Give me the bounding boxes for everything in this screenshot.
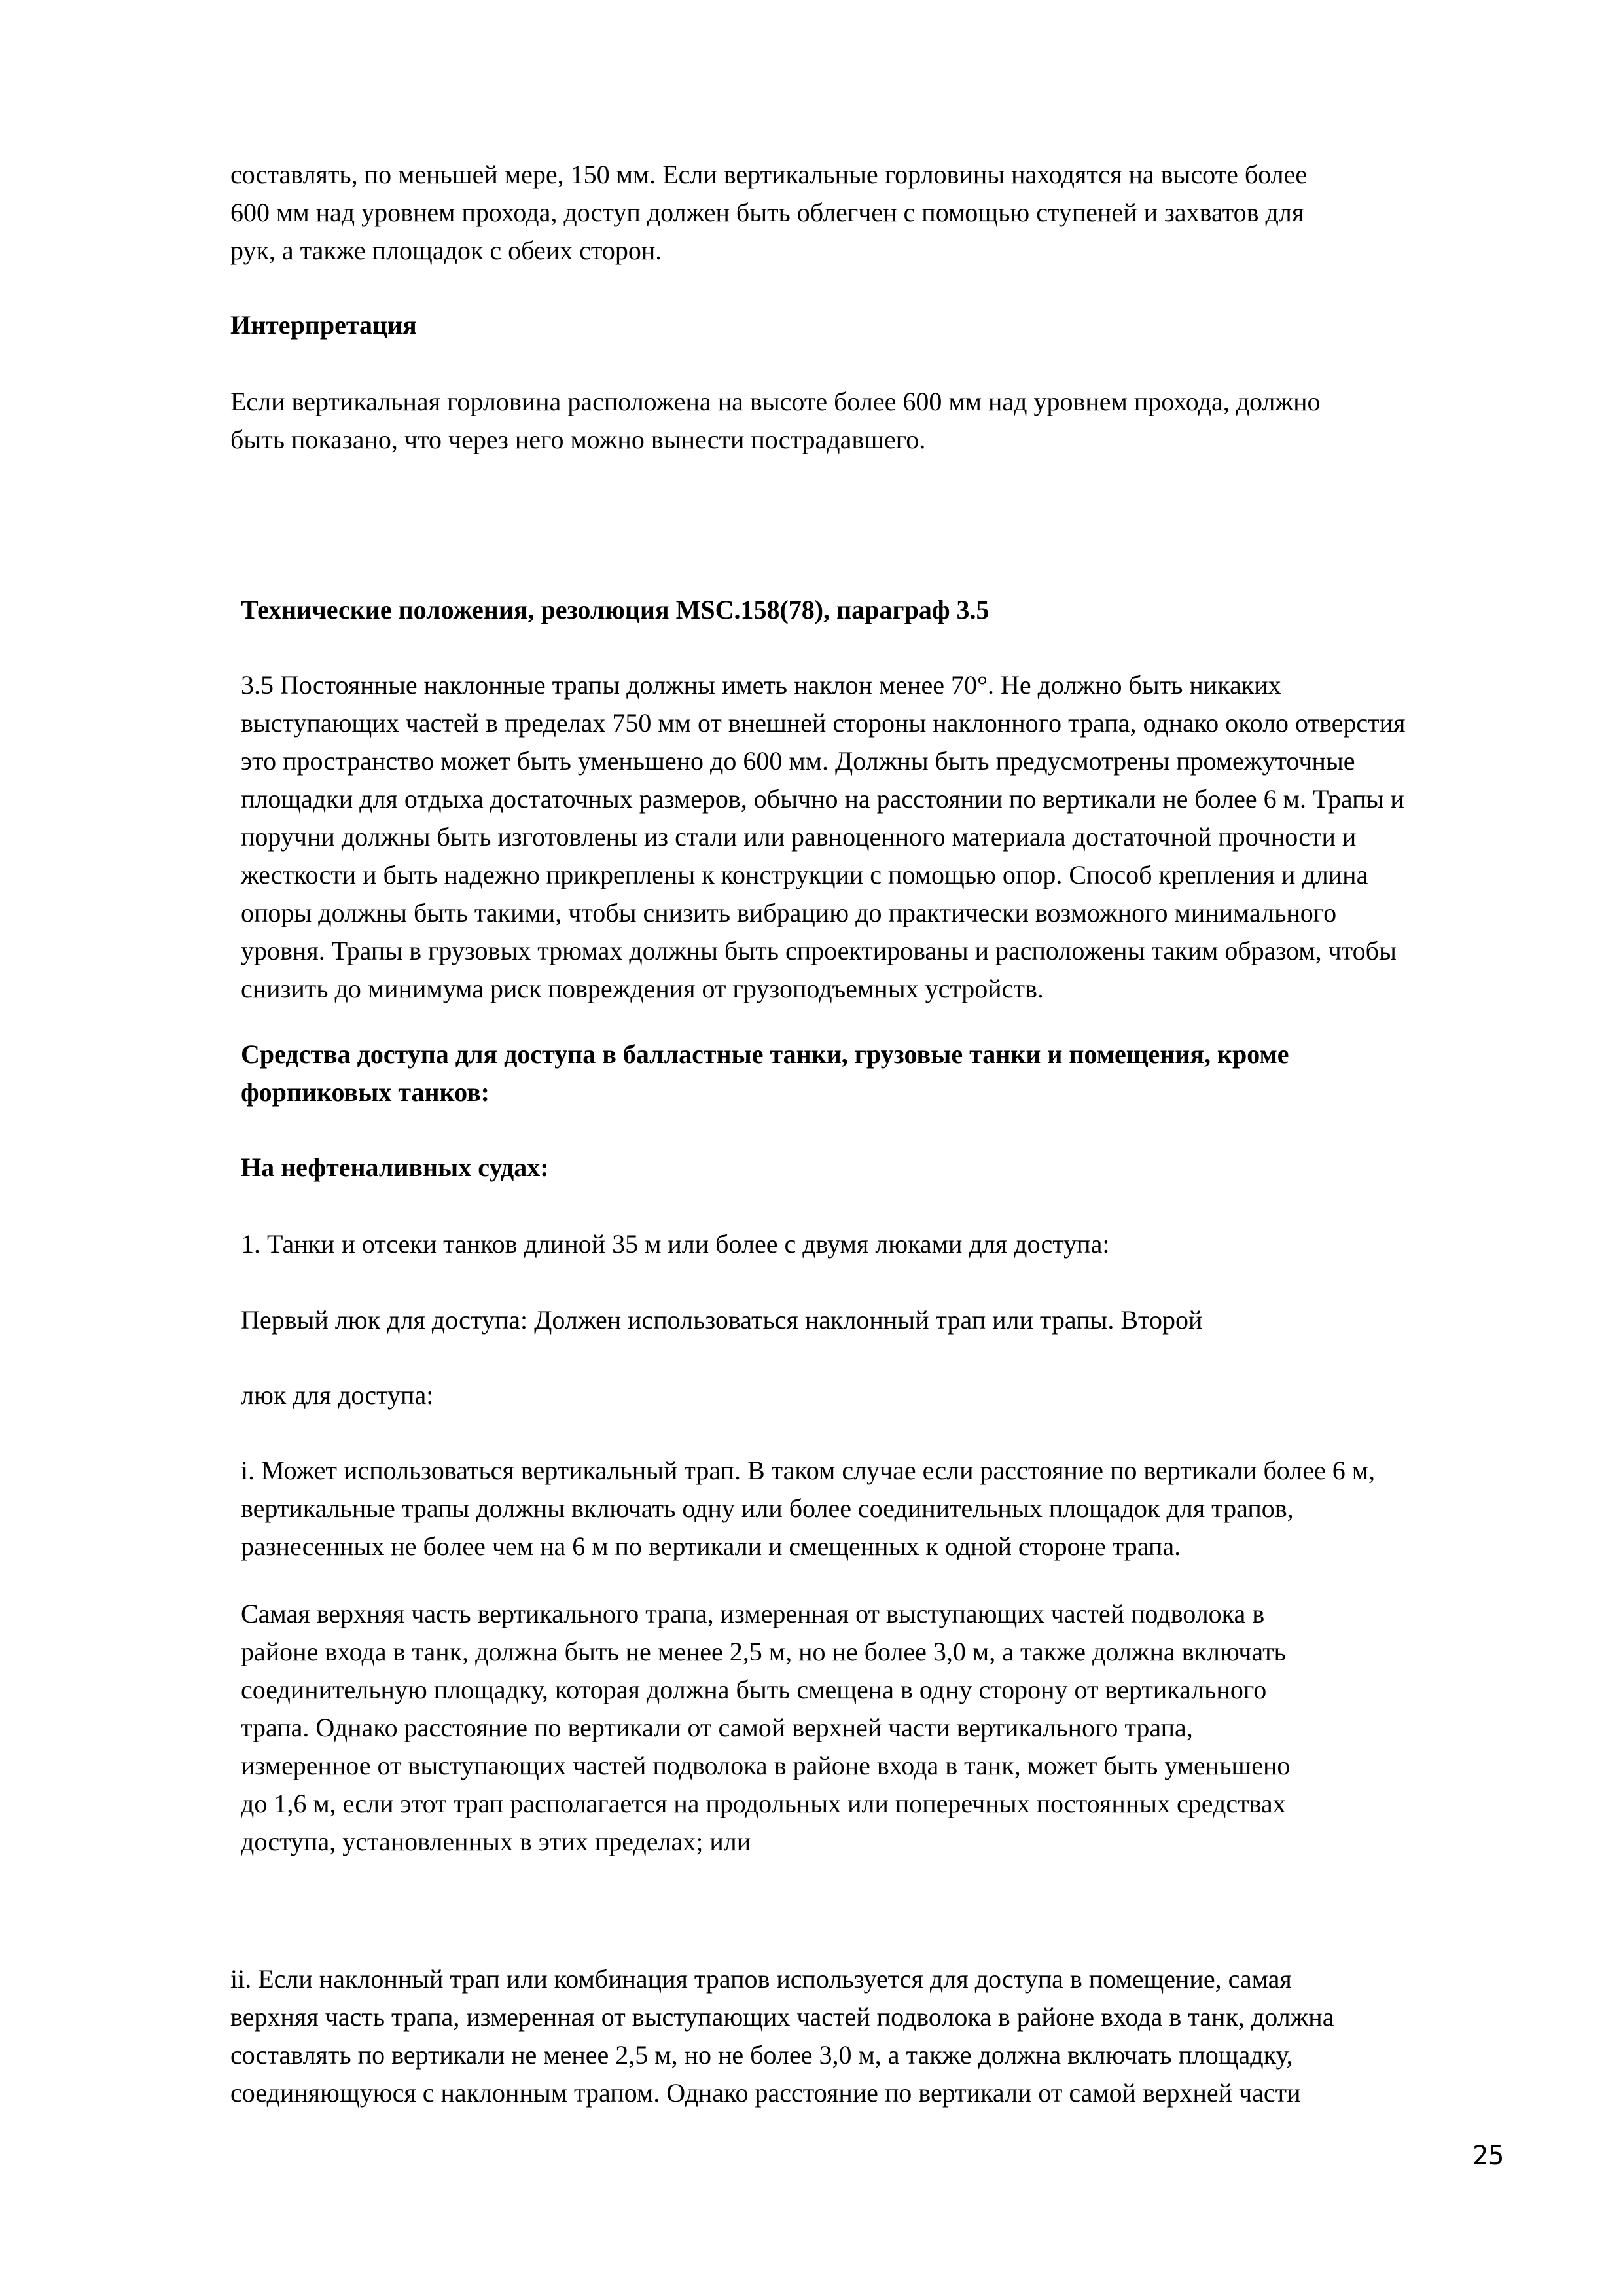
text-line: верхняя часть трапа, измеренная от выступающих частей подволока в районе входа в танк, должна [230,2002,1334,2032]
text-line: составлять, по меньшей мере, 150 мм. Если вертикальные горловины находятся на высоте более [230,160,1308,189]
item-i [241,1452,1375,1566]
first-hatch-text [241,1301,1202,1339]
text-line: 3.5 Постоянные наклонные трапы должны иметь наклон менее 70°. Не должно быть никаких [241,670,1281,700]
text-line: 600 мм над уровнем прохода, доступ должен быть облегчен с помощью ступеней и захватов для [230,198,1304,227]
text-line: быть показано, что через него можно вынести пострадавшего. [230,425,926,454]
text-line: составлять по вертикали не менее 2,5 м, но не более 3,0 м, а также должна включать площадку, [230,2040,1293,2070]
text-line: люк для доступа: [241,1380,434,1410]
tankers-heading [241,1149,549,1187]
heading-line: форпиковых танков: [241,1077,490,1107]
text-line: 1. Танки и отсеки танков длиной 35 м или более с двумя люками для доступа: [241,1229,1110,1259]
heading-text: На нефтеналивных судах: [241,1153,549,1182]
text-line: доступа, установленных в этих пределах; или [241,1827,751,1856]
text-line: площадки для отдыха достаточных размеров, обычно на расстоянии по вертикали не более 6 м. Трапы и [241,784,1404,814]
text-line: трапа. Однако расстояние по вертикали от самой верхней части вертикального трапа, [241,1713,1193,1742]
paragraph-3-5 [241,666,1405,1008]
text-line: поручни должны быть изготовлены из стали или равноценного материала достаточной прочности и [241,822,1357,852]
text-line: это пространство может быть уменьшено до 600 мм. Должны быть предусмотрены промежуточные [241,746,1355,776]
text-line: измеренное от выступающих частей подволока в районе входа в танк, может быть уменьшено [241,1751,1291,1780]
heading-text: Интерпретация [230,310,417,340]
text-line: i. Может использоваться вертикальный трап. В таком случае если расстояние по вертикали более 6 м, [241,1456,1376,1485]
text-line: жесткости и быть надежно прикреплены к конструкции с помощью опор. Способ крепления и длина [241,860,1368,889]
heading-text: Технические положения, резолюция MSC.158(78), параграф 3.5 [241,595,990,624]
text-line: Первый люк для доступа: Должен использоваться наклонный трап или трапы. Второй [241,1305,1203,1335]
list-item-1 [241,1225,1109,1263]
paragraph-upper-part [241,1595,1290,1861]
text-line: соединительную площадку, которая должна быть смещена в одну сторону от вертикального [241,1675,1267,1704]
second-hatch-text [241,1376,433,1414]
text-line: опоры должны быть такими, чтобы снизить вибрацию до практически возможного минимального [241,898,1337,927]
interpretation-heading [230,306,417,344]
text-line: выступающих частей в пределах 750 мм от внешней стороны наклонного трапа, однако около отверстия [241,708,1406,738]
text-line: районе входа в танк, должна быть не менее 2,5 м, но не более 3,0 м, а также должна включать [241,1637,1286,1666]
text-line: Самая верхняя часть вертикального трапа, измеренная от выступающих частей подволока в [241,1599,1265,1628]
text-line: соединяющуюся с наклонным трапом. Однако расстояние по вертикали от самой верхней части [230,2078,1301,2108]
paragraph-interpretation [230,383,1321,459]
item-ii [230,1960,1334,2112]
tech-provisions-heading [241,591,990,629]
text-line: разнесенных не более чем на 6 м по вертикали и смещенных к одной стороне трапа. [241,1532,1181,1561]
paragraph-top [230,156,1307,270]
access-heading [241,1035,1289,1111]
heading-line: Средства доступа для доступа в балластные танки, грузовые танки и помещения, кроме [241,1039,1289,1069]
text-line: вертикальные трапы должны включать одну или более соединительных площадок для трапов, [241,1494,1294,1523]
text-line: Если вертикальная горловина расположена на высоте более 600 мм над уровнем прохода, должно [230,387,1321,416]
text-line: снизить до минимума риск повреждения от грузоподъемных устройств. [241,974,1044,1003]
text-line: до 1,6 м, если этот трап располагается на продольных или поперечных постоянных средствах [241,1789,1286,1818]
text-line: уровня. Трапы в грузовых трюмах должны быть спроектированы и расположены таким образом, чтобы [241,936,1397,965]
page-number: 25 [1472,2141,1505,2171]
text-line: рук, а также площадок с обеих сторон. [230,236,662,265]
text-line: ii. Если наклонный трап или комбинация трапов используется для доступа в помещение, самая [230,1964,1292,1994]
